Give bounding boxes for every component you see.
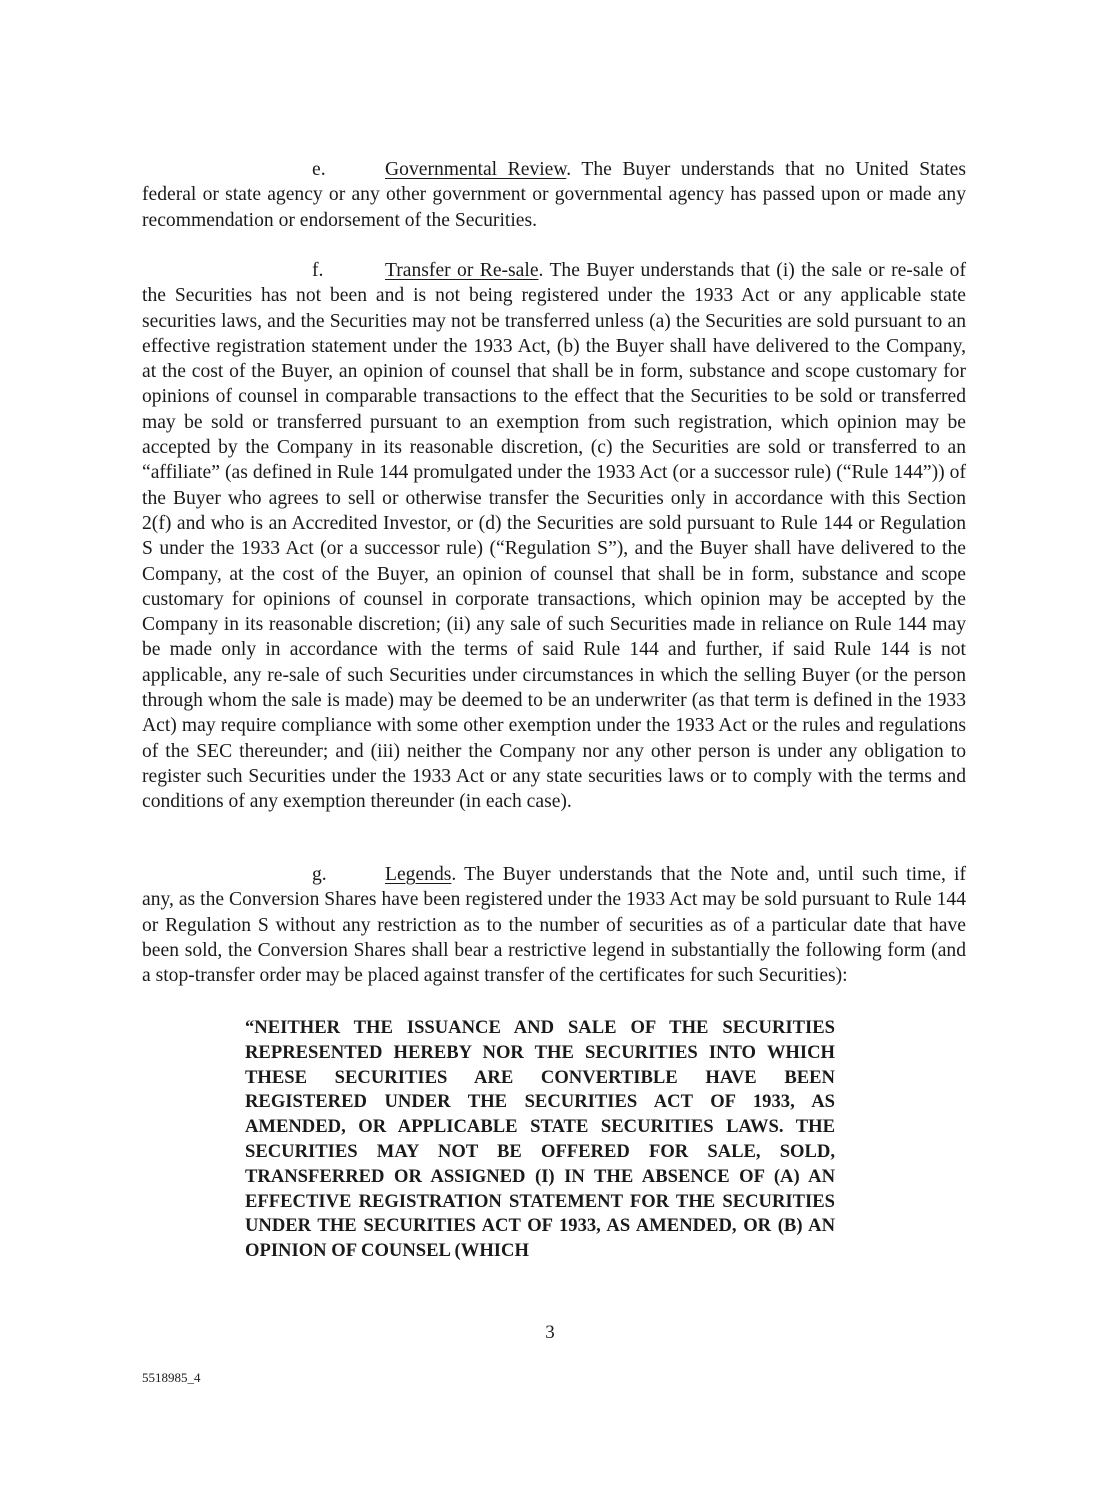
paragraph-g [142, 862, 966, 988]
paragraph-g-text: . The Buyer understands that the Note and, until such time, if any, as the Conversion Shares have been registered under the 1933 Act may be sold pursuant to Rule 144 or Regulation S without any restriction as to the number of securities as of a particular date that have been sold, the Conversion Shares shall bear a restrictive legend in substantially the following form (and a stop-transfer order may be placed against transfer of the certificates for such Securities): [142, 864, 966, 987]
paragraph-g-heading: Legends [385, 864, 452, 885]
paragraph-f-marker: f. [312, 260, 324, 281]
paragraph-e [142, 157, 966, 233]
paragraph-f-text: . The Buyer understands that (i) the sale or re-sale of the Securities has not been and is not being registered under the 1933 Act or any applicable state securities laws, and the Securities may not be transferred unless (a) the Securities are sold pursuant to an effective registration statement under the 1933 Act, (b) the Buyer shall have delivered to the Company, at the cost of the Buyer, an opinion of counsel that shall be in form, substance and scope customary for opinions of counsel in comparable transactions to the effect that the Securities to be sold or transferred may be sold or transferred pursuant to an exemption from such registration, which opinion may be accepted by the Company in its reasonable discretion, (c) the Securities are sold or transferred to an “affiliate” (as defined in Rule 144 promulgated under the 1933 Act (or a successor rule) (“Rule 144”)) of the Buyer who agrees to sell or otherwise transfer the Securities only in accordance with this Section 2(f) and who is an Accredited Investor, or (d) the Securities are sold pursuant to Rule 144 or Regulation S under the 1933 Act (or a successor rule) (“Regulation S”), and the Buyer shall have delivered to the Company, at the cost of the Buyer, an opinion of counsel that shall be in form, substance and scope customary for opinions of counsel in corporate transactions, which opinion may be accepted by the Company in its reasonable discretion; (ii) any sale of such Securities made in reliance on Rule 144 may be made only in accordance with the terms of said Rule 144 and further, if said Rule 144 is not applicable, any re-sale of such Securities under circumstances in which the selling Buyer (or the person through whom the sale is made) may be deemed to be an underwriter (as that term is defined in the 1933 Act) may require compliance with some other exemption under the 1933 Act or the rules and regulations of the SEC thereunder; and (iii) neither the Company nor any other person is under any obligation to register such Securities under the 1933 Act or any state securities laws or to comply with the terms and conditions of any exemption thereunder (in each case). [142, 260, 966, 813]
page-number: 3 [545, 1322, 555, 1343]
paragraph-e-heading: Governmental Review [385, 159, 567, 180]
document-id: 5518985_4 [142, 1370, 201, 1385]
paragraph-f-heading: Transfer or Re-sale [385, 260, 539, 281]
paragraph-e-text: . The Buyer understands that no United States federal or state agency or any other government or governmental agency has passed upon or made any recommendation or endorsement of the Securities. [142, 159, 967, 231]
paragraph-g-marker: g. [312, 864, 327, 885]
paragraph-e-marker: e. [312, 159, 326, 180]
paragraph-f [142, 258, 966, 815]
restrictive-legend: “NEITHER THE ISSUANCE AND SALE OF THE SECURITIES REPRESENTED HEREBY NOR THE SECURITIES INTO WHICH THESE SECURITIES ARE CONVERTIBLE HAVE BEEN REGISTERED UNDER THE SECURITIES ACT OF 1933, AS AMENDED, OR APPLICABLE STATE SECURITIES LAWS. THE SECURITIES MAY NOT BE OFFERED FOR SALE, SOLD, TRANSFERRED OR ASSIGNED (I) IN THE ABSENCE OF (A) AN EFFECTIVE REGISTRATION STATEMENT FOR THE SECURITIES UNDER THE SECURITIES ACT OF 1933, AS AMENDED, OR (B) AN OPINION OF COUNSEL (WHICH [245, 1017, 835, 1262]
